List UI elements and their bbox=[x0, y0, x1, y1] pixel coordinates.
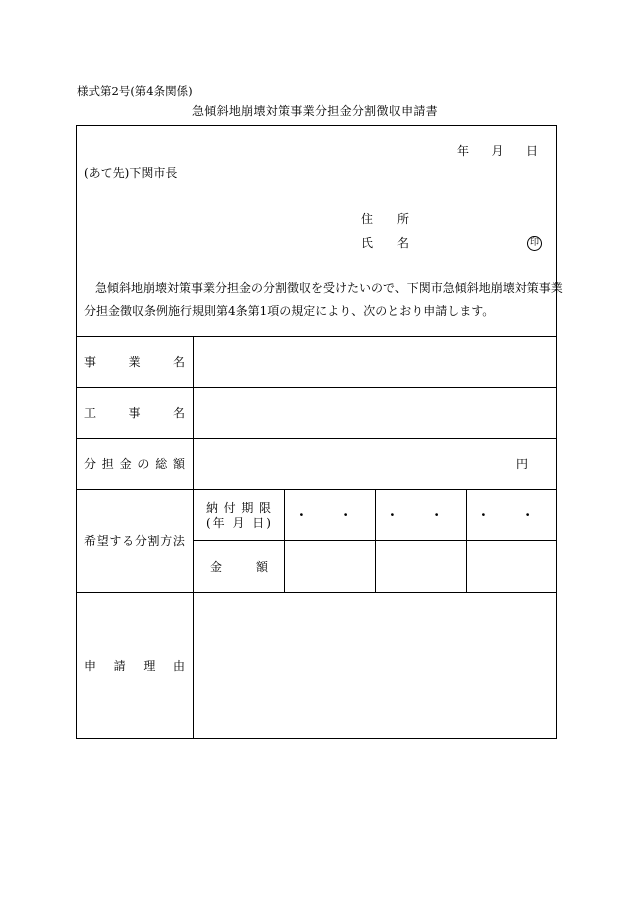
installment-amount-3[interactable] bbox=[467, 541, 556, 592]
name-label-char-2: 名 bbox=[396, 236, 409, 250]
total-amount-char: 担 bbox=[101, 457, 114, 471]
due-date-sublabel: (年 月 日) bbox=[206, 516, 273, 530]
rule-total-bottom bbox=[76, 489, 557, 490]
date-month-label: 月 bbox=[491, 144, 504, 158]
reason-char: 理 bbox=[143, 659, 156, 673]
installment-method-char: 望 bbox=[96, 534, 109, 548]
addressee: (あて先)下関市長 bbox=[84, 166, 178, 180]
total-amount-char: 総 bbox=[155, 457, 168, 471]
form-number-label: 様式第2号(第4条関係) bbox=[77, 84, 193, 98]
due-date-1[interactable]: ・ ・ bbox=[295, 508, 366, 522]
date-field[interactable] bbox=[457, 145, 538, 157]
total-amount-char: 金 bbox=[119, 457, 132, 471]
address-label-char-2: 所 bbox=[396, 212, 409, 226]
project-name-char: 名 bbox=[172, 355, 185, 369]
application-reason-label bbox=[84, 660, 185, 672]
statement-line-2: 分担金徴収条例施行規則第4条第1項の規定により、次のとおり申請します。 bbox=[84, 304, 495, 318]
reason-char: 申 bbox=[84, 659, 97, 673]
document-title: 急傾斜地崩壊対策事業分担金分割徴収申請書 bbox=[191, 104, 438, 118]
reason-char: 由 bbox=[172, 659, 185, 673]
due-date-char: 限 bbox=[258, 501, 271, 515]
project-name-input[interactable] bbox=[194, 337, 556, 387]
total-amount-char: 額 bbox=[172, 457, 185, 471]
work-name-char: 事 bbox=[128, 406, 141, 420]
due-date-3[interactable]: ・ ・ bbox=[477, 508, 548, 522]
amount-char: 金 bbox=[210, 560, 223, 574]
installment-method-char: 法 bbox=[172, 534, 185, 548]
statement-line-1: 急傾斜地崩壊対策事業分担金の分割徴収を受けたいので、下関市急傾斜地崩壊対策事業 bbox=[95, 281, 563, 295]
work-name-char: 工 bbox=[84, 406, 97, 420]
installment-method-char: 分 bbox=[134, 534, 147, 548]
total-amount-char: の bbox=[137, 457, 150, 471]
due-date-label bbox=[206, 502, 271, 514]
installment-method-char: 割 bbox=[147, 534, 160, 548]
reason-char: 請 bbox=[113, 659, 126, 673]
total-amount-label bbox=[84, 458, 185, 470]
date-year-label: 年 bbox=[457, 144, 470, 158]
total-amount-input[interactable] bbox=[194, 439, 556, 489]
installment-amount-1[interactable] bbox=[285, 541, 374, 592]
installment-amount-label bbox=[210, 561, 268, 573]
project-name-label bbox=[84, 356, 185, 368]
installment-method-label bbox=[84, 535, 185, 547]
installment-method-char: す bbox=[109, 534, 122, 548]
yen-unit: 円 bbox=[516, 457, 529, 471]
due-date-2[interactable]: ・ ・ bbox=[386, 508, 457, 522]
due-date-char: 期 bbox=[241, 501, 254, 515]
seal-mark: 印 bbox=[527, 236, 542, 251]
due-date-char: 付 bbox=[223, 501, 236, 515]
due-date-char: 納 bbox=[206, 501, 219, 515]
installment-method-char: 方 bbox=[160, 534, 173, 548]
amount-char: 額 bbox=[255, 560, 268, 574]
project-name-char: 事 bbox=[84, 355, 97, 369]
work-name-char: 名 bbox=[172, 406, 185, 420]
project-name-char: 業 bbox=[128, 355, 141, 369]
name-label-char-1: 氏 bbox=[361, 236, 374, 250]
total-amount-char: 分 bbox=[84, 457, 97, 471]
applicant-name-field[interactable] bbox=[361, 237, 409, 249]
address-label-char-1: 住 bbox=[361, 212, 374, 226]
installment-method-char: 希 bbox=[84, 534, 97, 548]
installment-amount-2[interactable] bbox=[376, 541, 465, 592]
address-field[interactable] bbox=[361, 213, 409, 225]
application-reason-input[interactable] bbox=[194, 593, 556, 738]
work-name-label bbox=[84, 407, 185, 419]
date-day-label: 日 bbox=[525, 144, 538, 158]
work-name-input[interactable] bbox=[194, 388, 556, 438]
installment-method-char: る bbox=[122, 534, 135, 548]
